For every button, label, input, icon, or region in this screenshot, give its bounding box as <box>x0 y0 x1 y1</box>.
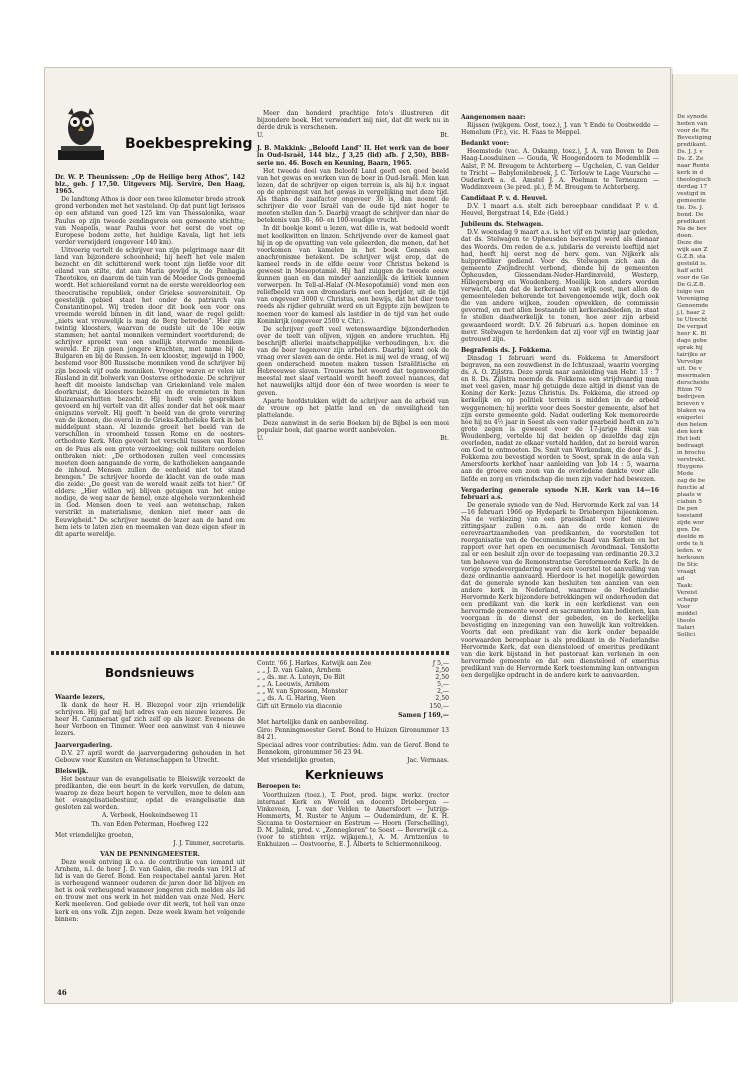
item-4-text: D.V. woensdag 9 maart a.s. is het vijf en twintig jaar geleden, dat ds. Stelwagen te Opheusden bevestigd werd als dienaar des Woords. Om reden de a.s. jubilaris de vereiste leeftijd niet had, heeft hij eerst nog de herv. gem. van Nijkerk als hulpprediker gediend. Voor ds. Stelwagen zich aan de gemeente Zwijndrecht verbond, diende hij de gemeenten Opheusden, Giessendam-Neder-Hardinxveld, Westerp, Hillegersberg en Woudenberg. Moeilijk kon anders worden verwacht, dan dat de kerkeraad van wijk oost, met allen de gemeenteleden behorende tot bovengenoemde wijk, doch ook die van andere wijken, zouden opwekken, de commissie gevormd, en met allen bestaande uit kerkeraadsleden, in staat te stellen daadwerkelijk te tonen, hoe zeer zijn arbeid gewaardeerd wordt. D.V. 26 februari a.s. hopen dominee en mevr. Stelwagen te herdenken dat zij voor vijf en twintig jaar getrouwd zijn. <box>461 229 659 343</box>
next-page-line: leden. w <box>677 548 702 554</box>
review2-para-4: Aparte hoofdstukken wijdt de schrijver aan de arbeid van de vrouw op het platte land en de onveiligheid ten plattelande. <box>257 397 449 419</box>
next-page-line: De pen <box>677 506 698 512</box>
item-5-text: Dinsdag 1 februari werd ds. Fokkema te Amersfoort begraven, na een zouwdienst in de Ichtuszaal, waarin voorging ds. A. O. Zijlstra. Deze sprak naar aanleiding van Hebr. 13 : 7 en 8. Ds. Zijlstra noemde ds. Fokkema een strijdvaardig man met veel gaven, maar hij getuigde deze altijd in dienst van de Koning der Kerk: Jezus Christus. Ds. Fokkema, die streed op kerkelijk en op politiek terrein is midden in de arbeid weggenomen; hij werkte voor dees Soester gemeente, alsof het zijn eerste gemeente gold. Nadat ouderling Kok memoreerde hoe hij nu 4½ jaar in Soest als een vader gearbeid heeft en zo'n grote zegen is geweest voor de 17-jarige Henk van Woudenberg, vertelde hij dat beiden op dezelfde dag zijn overleden, nadat ze elkaar verteld hadden, dat ze bereid waren om God te ontmoeten. Ds. Smit van Werkendam, die door ds. J. Fokkema zou bevestigd worden te Soest, sprak in de aula van Amersfoorts kerkhof naar aanleiding van Job 14 : 5, waarna aan de groeve een zoon van de overledene dankte voor alle liefde en zorg en vriendschap die men zijn vader had bewezen. <box>461 354 659 483</box>
review1-column <box>55 174 245 539</box>
bonds-address-1: A. Verbeek, Hoekeindseweg 11 <box>101 812 199 820</box>
next-page-line: half acht <box>677 268 703 274</box>
next-page-line: Vervolge <box>677 359 703 365</box>
next-page-line: dags gebe <box>677 338 707 344</box>
next-page-line: Vereist <box>677 590 698 596</box>
next-page-line: wijk aan Z <box>677 247 708 253</box>
next-page-line: Ds. J. J. v <box>677 149 703 155</box>
next-page-line: zijde wor <box>677 520 704 526</box>
bonds-item-1-heading: Waarde lezers, <box>55 694 105 701</box>
review2-heading: J. B. Makkink: „Beloofd Land" II. Het werk van de boer in Oud-Israël, 144 blz., ƒ 3,25 (lid) afb. ƒ 2,50), BBB-serie no. 46. Bosch en Keuning, Baarn, 1965. <box>257 145 449 167</box>
next-page-line: blaken va <box>677 408 706 414</box>
item-4-heading: Jubileum ds. Stelwagen. <box>461 221 544 229</box>
next-page-line: sprak hij <box>677 345 703 351</box>
next-page-line: kerk in d <box>677 170 704 176</box>
bonds-greeting: Met vriendelijke groeten, <box>55 831 134 839</box>
item-3-text: D.V. 1 maart a.s. stelt zich beroepbaar candidaat P. v. d. Heuvel, Bergstraat 14, Ede (Geld.) <box>461 203 659 218</box>
next-page-line: Na de bev <box>677 226 707 232</box>
next-page-line: Salari <box>677 625 695 631</box>
donation-row <box>257 674 449 681</box>
next-page-line: Het ledi <box>677 436 701 442</box>
next-page-column <box>677 114 737 639</box>
next-page-line: plaats w <box>677 492 702 498</box>
next-page-line: deelde m <box>677 534 704 540</box>
next-page-line: derscheide <box>677 380 710 386</box>
next-page-line: gen. De <box>677 527 700 533</box>
next-page-line: ciaban 5 <box>677 499 702 505</box>
review2-para-2: In dit boekje komt u lezen, wat dille is, wat bedoeld wordt met koolkwitten en linzen. Schrijvende over de kameel gaat hij in op de opvatting van vele geleerden, die menen, dat het voorkomen van kamelen in het boek Genesis een anachronisme betekent. De schrijver wijst erop, dat de kameel reeds in de elfde eeuw voor Christus bekend is geweest in Mesopotamië. Hij had zuiggen de tweede eeuw kunnen gaan en dan minder aanzienlijk de kritiek kunnen verwerpen. In Tell-al-Halaf (N-Mesopotamië) vond men een reliefbeeld van een dromedaris met een berijder, uit de tijd van ongeveer 3000 v. Christus, een bewijs, dat het dier toen reeds als rijdier gebruikt werd en uit Egypte zijn bewijzen te noemen voor de kameel als lastdier in de tijd van het oude Koninkrijk (ongeveer 2500 v. Chr.). <box>257 225 449 325</box>
next-page-line: predikant <box>677 219 706 225</box>
donation-label: „ „ ds. mr. A. Luteyn, De Bilt <box>257 674 345 682</box>
next-page-line: De synode <box>677 114 708 120</box>
next-page-line: Huygens <box>677 464 703 470</box>
next-page-line: vestigd in <box>677 191 706 197</box>
owl-books-icon <box>55 106 107 166</box>
next-page-line: Taak: <box>677 583 693 589</box>
next-page-line: tie. Ds. J. <box>677 205 704 211</box>
bondsnieuws-column <box>55 690 245 924</box>
item-6-text: De generale synode van de Ned. Hervormde Kerk zal van 14—16 februari 1966 op Hydepark te Driebergen bijeenkomen. Na de verkiezing van een praesidiaat voor het nieuwe zittingsjaar zullen o.m. aan de orde komen de eerevraartzaamheden van predikanten, de voorstellen tot reorganisatie van de Oecumenische Raad van Kerken en het rapport over het open en oecumenisch Avondmaal. Tenslotte zal er een besluit zijn over de toepassing van ordinantie 20.3.2 ten behoeve van de Remonstrantse Gereformeerde Kerk. In de vorige synodevergadering werd een voorstel tot aanvulling van deze ordinantie aanvaard. Hierdoor is het mogelijk geworden dat de generale synode kan besluiten ten aanzien van een andere kerk in Nederland, waarmee de Nederlandse Hervormde Kerk bijzondere betrekkingen wil onderhouden dat een predikant van die kerk in een kerkdienst van een hervormde gemeente woord en sacramenten kan bedienen, kan voorgaan in de dienst der gebeden, en de kerkelijke bevestiging en inzegening van een huwelijk kan voltrekken. Voorts dat een predikant van die kerk onder bepaalde voorwaarden beroepbaar is als predikant in de Nederlandse Hervormde Kerk, dat een diensteloed of emeritus predikant van die kerk bijstand in het pastoraat kan verlenen in een hervormde gemeente en dat een diensteloed of emeritus predikant van de Hervormde Kerk toestemming kan ontvangen een dergelijke opdracht in de andere kerk te aanvaarden. <box>461 501 659 680</box>
treasurer-greeting: Met vriendelijke groeten, <box>257 757 336 765</box>
donation-label: „ „ A. Leeuwis, Arnhem <box>257 681 330 689</box>
donation-thanks: Met hartelijke dank en aanbeveling. <box>257 718 369 726</box>
next-page-line: Ds. Z. Ze <box>677 156 704 162</box>
review1-para-3: Meer dan honderd prachtige foto's illustreren dit bijzondere boek. Het verwondert mij niet, dat dit werk nu in derde druk is verschenen. <box>257 110 449 132</box>
bonds-item-3-text: Het bestuur van de evangelisatie te Bleiswijk verzoekt de predikanten, die een beurt in de kerk vervullen, de datum, waarop ze deze beurt hopen te vervullen, mee te delen aan het evangelisatiebestuur, opdat de evangelisatie dan gesloten zal worden. <box>55 775 245 812</box>
next-page-line: predikant. <box>677 142 708 148</box>
review1-para-2: Uitvoerig vertelt de schrijver van zijn pelgrimage naar dit land van bijzondere schoonheid; hij heeft het vele malen bezocht en dit schitterend werk toont zijn liefde voor dit eiland van stilte, dat aan Maria gewijd is, de Panhagia Theotokos, en daarom de tuin van de Moeder Gods genoemd wordt. Het schiereiland vormt na de eerste wereldoorlog een theocratische republiek, onder Griekse souvereiniteit. Op geestelijk gebied staat het onder de patriarch van Constantinopel. Wij treden door dit boek een voor ons vreemde wereld binnen in dit land, waar de regel geldt: „niets wat vrouwelijk is mag de Berg betreden". Hier zijn twintig kloosters, waarvan de oudste uit de 10e eeuw stammen; het aantal monniken vermindert voortdurend; de schrijver spreekt van een snellijk stervende monniken-wereld. Er zijn geen jongere krachten, met name bij de Bulgaren en bij de Russen. In een klooster, ingewijd in 1900, bestemd voor 800 Russische monniken vond de schrijver bij zijn bezoek vijf oude monniken. Vroeger waren er velen uit Rusland in dit bolwerk van Oosterse orthodoxie. De schrijver heeft dit mooiste landschap van Griekenland vele malen doorkruist, de kloosters bezocht en de eremieten in hun kluizenaarshutten bezocht. Hij heeft vele gesprekken gevoerd en hij vertelt van dit alles zonder dat het ook maar enigszins vervelt. Hij geeft 'n beeld van de grote verering van de ikonen, die overal in de Grieks-Katholieke Kerk in het middelpunt staan. Al lezende groeit het beeld van de verschillen in vroomheid tussen Rome en de oosters-orthodoxe Kerk. Men gevoelt het verschil tussen van Rome en de Paus als een grote verzoeking; ook militere oordelen ontbraken niet: „De orthodoxen zullen veel concessies moeten doen aangaande de vorm, de katholieken aangaande de inhoud. Mensen zullen de eenheid niet tot stand brengen." De schrijver hoorde de klacht van de oude man die zeide: „De geest van de wereld waait zelfs tot hier." Of elders: „Hier willen wij blijven getuigen van het enige nodige, de weg naar de hemel, onze algehele verzonkenheid in God. Mensen doen te veel aan wetenschap, raken verstrikt in materialisme, denken niet meer aan de Eeuwigheid." De schrijver neemt de lezer aan de hand om hem iets te laten zien en meemaken van deze eigen sfeer in dit aparte wereldje. <box>55 246 245 538</box>
next-page-line: zag de be <box>677 478 706 484</box>
item-1-heading: Aangenomen naar: <box>461 114 526 121</box>
next-page-line: Rüim 70 <box>677 387 702 393</box>
donation-amount: 2,— <box>437 688 449 696</box>
donation-label: Gift uit Ermelo via diaconie <box>257 702 343 710</box>
next-page-line: bond. De <box>677 212 704 218</box>
donation-list <box>257 660 449 710</box>
next-page-line: De G.Z.B. <box>677 282 706 288</box>
next-page-line: heden van <box>677 121 708 127</box>
next-page-line: toestand <box>677 513 703 519</box>
bonds-signed: J. J. Timmer, secretaris. <box>173 839 245 847</box>
donation-row <box>257 667 449 674</box>
donation-amount: 2,50 <box>435 667 449 675</box>
kerk-heading: Beroepen te: <box>257 783 301 791</box>
next-page-line: theologisch <box>677 177 711 183</box>
next-page-line: den belem <box>677 422 708 428</box>
next-page-line: verstrekt. <box>677 457 706 463</box>
review2-para-3: De schrijver geeft veel wetenswaardige bijzonderheden over de teelt van olijven, vijgen en andere vruchten. Hij beschrijft allerlei maatschappelijke verhoudingen, b.v. die van de boer tegenover zijn arbeiders. Daarbij komt ook de vraag over slaven aan de orde. Het is mij wel de vraag, of wij geen onderscheid moeten maken tussen Israëlitische en Hebreeuwse slaven. Trouwens het woord dat tegenwoordig meestal met slaaf vertaald wordt heeft zoveel nuances, dat het nauwelijks altijd door één of twee woorden is weer te geven. <box>257 325 449 397</box>
item-2-text: Heemstede (vac. A. Oskamp, toez.), J. A. van Boven te Den Haag-Loosduinen — Gouda, W. Hoogendoorn te Medemblik — Aalst, P. M. Breugem te Achterberg — Ugchelen, C. van Gelder te Tricht — Babyloniënbroek, J. C. Terlouw te Lage Vuursche — Ouderkerk a. d. Amstel J. A. Poelman te Terneuzen — Waddinxveen (3e pred. pl.), P. M. Breugem te Achterberg. <box>461 148 659 191</box>
donation-label: Contr. '66 J. Harkes, Katwijk aan Zee <box>257 660 372 667</box>
review2-para-1: Het tweede deel van Beloofd Land geeft een goed beeld van het gewas en werken van de boer in Oud-Israël. Men kan lezen, dat de schrijver op eigen terrein is, als hij b.v. ingaat op de opbrengst van het gewas in vergelijking met deze tijd. Als thans de zaaifactor ongeveer 30 is, dan noemt de schrijver die voor Israël van de oude tijd niet hoger te moeten stellen dan 5. Daarbij vraagt de schrijver dan naar de betekenis van 30-, 60- en 100-voudige vrucht. <box>257 167 449 225</box>
next-page-line: Sollici <box>677 632 696 638</box>
section-title-bondsnieuws: Bondsnieuws <box>105 666 195 680</box>
donation-row <box>257 695 449 702</box>
item-5-heading: Begrafenis ds. J. Fokkema. <box>461 346 552 354</box>
next-page-line: voor de Ge <box>677 275 709 281</box>
next-page-line: G.Z.B. sta <box>677 254 706 260</box>
next-page-line: herkozen <box>677 555 705 561</box>
item-1-text: Rijssen (wijkgem. Oost, toez.), J. van 't Ende te Oostwedde — Hemelum (Fr.), vic. H. Faas te Meppel. <box>461 122 659 137</box>
special-address: Speciaal adres voor contributies: Adm. van de Geref. Bond te Bennekom, gironummer 56 23 94. <box>257 742 449 757</box>
section-title-boekbespreking: Boekbespreking <box>125 136 253 152</box>
review1-sign-left: U. <box>257 132 264 140</box>
next-page-line: middel <box>677 611 698 617</box>
review2-sign-left: U. <box>257 435 264 443</box>
next-page-line: ad <box>677 576 685 582</box>
next-page-line: De vergad <box>677 324 708 330</box>
next-page-line: enigerlei <box>677 415 704 421</box>
next-page-line: tairijke ar <box>677 352 707 358</box>
next-page-line: orde te h <box>677 541 704 547</box>
bonds-item-2-heading: Jaarvergadering. <box>55 741 113 749</box>
next-page-line: Voor <box>677 604 691 610</box>
donations-column <box>257 660 449 849</box>
next-page-line: derdag 17 <box>677 184 708 190</box>
donation-label: „ „ W. van Sprossen, Monster <box>257 688 348 696</box>
donation-total <box>257 712 449 719</box>
next-page-line: brieven v <box>677 401 705 407</box>
next-page-line: functie al <box>677 485 705 491</box>
donation-amount: 2,50 <box>435 674 449 682</box>
next-page-line: Genoemde <box>677 303 709 309</box>
bonds-item-1-text: Ik dank de heer H. H. Blezepol voor zijn vriendelijk schrijven. Hij gaf mij het adres van een nieuwe lezeres. De heer H. Cammeraat gaf zich zelf op als lezer. Eveneens de heer Verboon en Timmer. Weer een aanwinst van 4 nieuwe lezers. <box>55 702 245 738</box>
bonds-item-3-heading: Bleiswijk. <box>55 767 89 775</box>
next-page-edge <box>672 74 738 1002</box>
next-page-line: j.l. haar 2 <box>677 310 706 316</box>
item-6-heading: Vergadering generale synode N.H. Kerk van 14—16 februari a.s. <box>461 486 659 501</box>
treasurer-signature <box>257 757 449 764</box>
next-page-line: De Stic <box>677 562 699 568</box>
penningmeester-heading: VAN DE PENNINGMEESTER. <box>100 850 200 858</box>
donation-amount: 5,— <box>437 681 449 689</box>
donation-amount: 150,— <box>429 702 449 710</box>
donation-row <box>257 660 449 667</box>
donation-row <box>257 681 449 688</box>
donation-total-label: Samen <box>398 711 422 719</box>
section-divider <box>51 651 451 655</box>
penningmeester-text: Deze week ontving ik o.a. de contributie van iemand uit Arnhem, n.l. de heer J. D. van Galen, die reeds van 1913 af lid is van de Geref. Bond. Een respectabel aantal jaren. Het is verheugend wanneer ouderen de jaren door lid blijven en het is ook verheugend wanneer jongeren zich melden als lid en trouw met ons werk in het midden van onze Ned. Herv. Kerk meeleven. God gebiede over dit werk, tot heil van onze kerk en ons volk. Zijn zegen. Deze week kwam het volgende binnen: <box>55 858 245 923</box>
kerk-text: Voorthuizen (toez.), T. Poot, pred. bigw. werkz. (rector internaat Kerk en Wereld en docent) Driebergen — Vinkeveen, J. van der Velden te Amersfoort — Jutrijp-Hommerts, M. Ruster te Anjum — Oudemirdum, dr. K. H. Siccama te Oosternieer en Eestrum — Hoorn (Terschelling), D. M. Jalink, pred. v. „Zonnegloren" te Soest — Beverwijk c.a. (voor te stichten vrijz. wijkgem.), A. M. Arntzenius te Enkhuizen — Oostvoorne, E. J. Alberts te Schiermonnikoog. <box>257 791 449 849</box>
giro-info: Giro: Penningmeester Geref. Bond te Huizen Gironummer 13 84 21. <box>257 726 449 741</box>
next-page-line: vraagt <box>677 569 696 575</box>
next-page-line: gemeente <box>677 198 706 204</box>
next-page-line: Vereniging <box>677 296 709 302</box>
review1-signature <box>257 132 449 139</box>
next-page-line: schapp <box>677 597 698 603</box>
next-page-line: meermalen <box>677 373 711 379</box>
next-page-line: Mede <box>677 471 694 477</box>
section-title-kerknieuws: Kerknieuws <box>305 768 384 783</box>
next-page-line: gesteld is. <box>677 261 707 267</box>
review1-sign-right: Bt. <box>440 132 449 140</box>
donation-row <box>257 703 449 710</box>
next-page-line: te Utrecht <box>677 317 708 323</box>
next-page-line: den kerk <box>677 429 703 435</box>
review2-column <box>257 110 449 442</box>
page-number: 46 <box>57 988 67 997</box>
next-page-line: theolo <box>677 618 696 624</box>
item-2-heading: Bedankt voor: <box>461 140 509 148</box>
donation-total-amount: ƒ 169,— <box>423 711 449 719</box>
bonds-item-2-text: D.V. 27 april wordt de jaarvergadering gehouden in het Gebouw voor Kunsten en Wetenschappen te Utrecht. <box>55 749 245 764</box>
next-page-line: Bevestiging <box>677 135 712 141</box>
next-page-line: bedrijven <box>677 394 705 400</box>
next-page-line: heer K. Bl <box>677 331 707 337</box>
next-page-line: in brochu <box>677 450 706 456</box>
review2-para-5: Deze aanwinst in de serie Boeken bij de Bijbel is een mooi populair boek, dat gaarne wordt aanbevolen. <box>257 419 449 435</box>
review1-heading: Dr. W. P. Theunissen: „Op de Heilige berg Athos", 142 blz., geb. ƒ 17,50. Uitgevers Mij. Servire, Den Haag, 1965. <box>55 174 245 196</box>
treasurer-name: Jac. Vermaas. <box>407 757 449 765</box>
review2-sign-right: Bt. <box>440 435 449 443</box>
newspaper-page <box>45 68 670 1003</box>
next-page-line: bedraagt <box>677 443 704 449</box>
next-page-line: doen. <box>677 233 694 239</box>
next-page-line: naar Rente <box>677 163 710 169</box>
donation-amount: 2,50 <box>435 695 449 703</box>
donation-amount: ƒ 5,— <box>432 660 449 667</box>
next-page-line: tuige van <box>677 289 705 295</box>
bonds-address-2: Th. van Eden Peterman, Hoefweg 122 <box>91 820 209 828</box>
next-page-line: uit. De v <box>677 366 702 372</box>
donation-label: „ „ ds. A. G. Haring, Veen <box>257 695 336 703</box>
donation-label: „ „ J. D. van Galen, Arnhem <box>257 667 341 675</box>
church-news-column <box>461 110 659 680</box>
donation-row <box>257 688 449 695</box>
review2-signature <box>257 435 449 442</box>
item-3-heading: Candidaat P. v. d. Heuvel. <box>461 194 548 202</box>
next-page-line: voor de Re <box>677 128 709 134</box>
next-page-line: Deze die <box>677 240 703 246</box>
review1-para-1: De landtong Athos is door een twee kilometer brede strook grond verbonden met het vasteland. Op dat punt ligt Ierissos op een afstand van goed 125 km van Thessalonika, waar Paulus op zijn tweede zendingsreis een gemeente stichtte; van Neapolis, waar Paulus voor het eerst de voet op Europese bodem zette, het huidige Kavala, ligt het iets verder verwijderd (ongeveer 140 km). <box>55 196 245 246</box>
